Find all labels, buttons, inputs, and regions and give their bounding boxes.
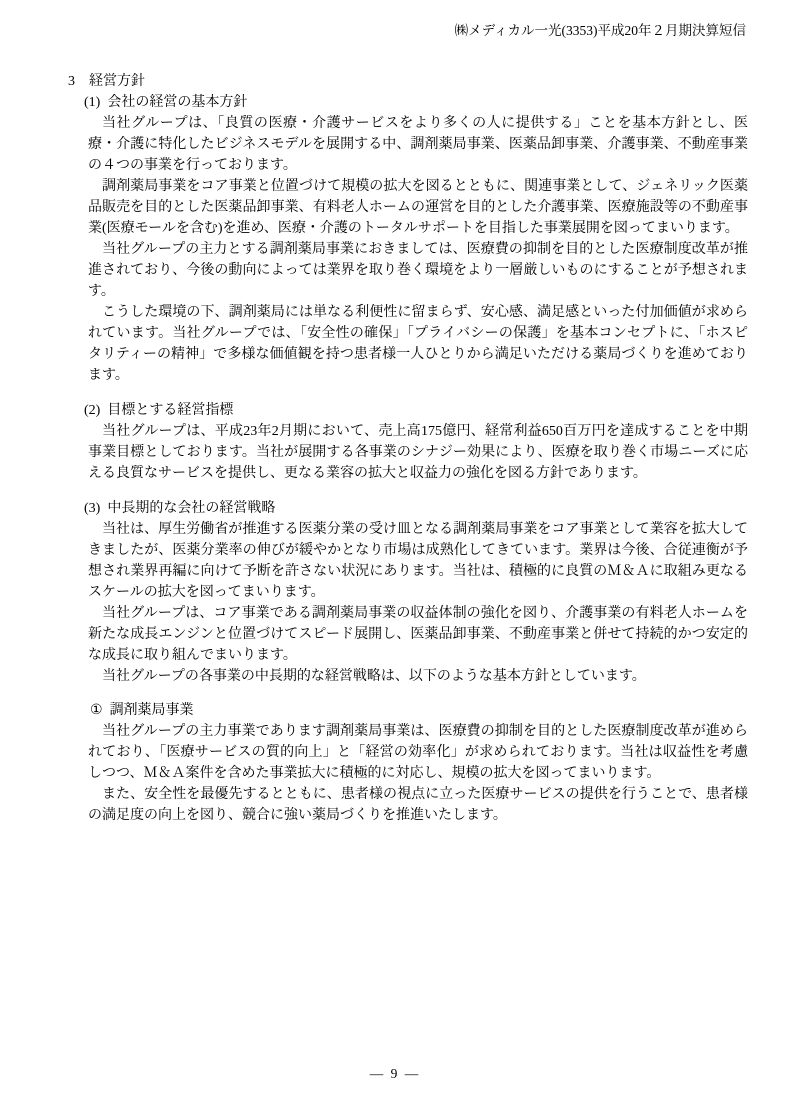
paragraph: また、安全性を最優先するとともに、患者様の視点に立った医療サービスの提供を行うことで、患者様の満足度の向上を図り、競合に強い薬局づくりを推進いたします。: [88, 787, 748, 823]
subsection-title: 中長期的な会社の経営戦略: [107, 501, 276, 516]
item-title: 調剤薬局事業: [109, 703, 194, 718]
paragraph: 当社グループは、「良質の医療・介護サービスをより多くの人に提供する」ことを基本方針とし、医療・介護に特化したビジネスモデルを展開する中、調剤薬局事業、医薬品卸事業、介護事業、不動産事業の４つの事業を行っております。: [88, 116, 748, 173]
subsection-management-targets: [68, 400, 750, 484]
paragraph: 当社グループの主力事業であります調剤薬局事業は、医療費の抑制を目的とした医療制度改革が進められており、「医療サービスの質的向上」と「経営の効率化」が求められております。当社は収益性を考慮しつつ、Ｍ＆Ａ案件を含めた事業拡大に積極的に対応し、規模の拡大を図ってまいります。: [88, 724, 748, 781]
subsection-label: (2): [84, 403, 101, 418]
subsection-heading: [68, 498, 750, 519]
paragraph: 調剤薬局事業をコア事業と位置づけて規模の拡大を図るとともに、関連事業として、ジェネリック医薬品販売を目的とした医薬品卸事業、有料老人ホームの運営を目的とした介護事業、医療施設等の不動産事業(医療モールを含む)を進め、医療・介護のトータルサポートを目指した事業展開を図ってまいります。: [88, 179, 748, 236]
paragraph: こうした環境の下、調剤薬局には単なる利便性に留まらず、安心感、満足感といった付加価値が求められています。当社グループでは、「安全性の確保」「プライバシーの保護」を基本コンセプトに、「ホスピタリティーの精神」で多様な価値観を持つ患者様一人ひとりから満足いただける薬局づくりを進めております。: [88, 305, 748, 383]
subsection-basic-policy: [68, 92, 750, 386]
page-footer: [0, 1066, 790, 1082]
item-heading: [68, 700, 750, 721]
section-number: 3: [68, 74, 75, 89]
page-number: ― 9 ―: [369, 1066, 421, 1081]
section-title: 経営方針: [89, 74, 145, 89]
paragraph: 当社グループの各事業の中長期的な経営戦略は、以下のような基本方針としています。: [102, 669, 646, 684]
subsection-midlong-term-strategy: [68, 498, 750, 826]
subsection-label: (1): [84, 95, 101, 110]
paragraph: 当社グループの主力とする調剤薬局事業におきましては、医療費の抑制を目的とした医療制度改革が推進されており、今後の動向によっては業界を取り巻く環境をより一層厳しいものにすることが予想されます。: [88, 242, 748, 299]
paragraph: 当社グループは、コア事業である調剤薬局事業の収益体制の強化を図り、介護事業の有料老人ホームを新たな成長エンジンと位置づけてスピード展開し、医薬品卸事業、不動産事業と併せて持続的かつ安定的な成長に取り組んでまいります。: [88, 606, 748, 663]
subsection-label: (3): [84, 501, 101, 516]
paragraph: 当社グループは、平成23年2月期において、売上高175億円、経常利益650百万円を達成することを中期事業目標としております。当社が展開する各事業のシナジー効果により、医療を取り巻く市場ニーズに応える良質なサービスを提供し、更なる業容の拡大と収益力の強化を図る方針であります。: [88, 424, 748, 481]
page-header: ㈱メディカル一光(3353)平成20年２月期決算短信: [454, 23, 746, 38]
document-content: [68, 71, 750, 826]
subsection-heading: [68, 92, 750, 113]
paragraph: 当社は、厚生労働省が推進する医薬分業の受け皿となる調剤薬局事業をコア事業として業容を拡大してきましたが、医薬分業率の伸びが緩やかとなり市場は成熟化してきています。業界は今後、合従連衡が予想され業界再編に向けて予断を許さない状況にあります。当社は、積極的に良質のＭ＆Ａに取組み更なるスケールの拡大を図ってまいります。: [88, 522, 748, 600]
subsection-title: 目標とする経営指標: [107, 403, 234, 418]
item-dispensing-pharmacy-business: [68, 700, 750, 826]
subsection-title: 会社の経営の基本方針: [107, 95, 248, 110]
section-heading: [68, 71, 750, 92]
subsection-heading: [68, 400, 750, 421]
item-label: ①: [90, 703, 103, 718]
